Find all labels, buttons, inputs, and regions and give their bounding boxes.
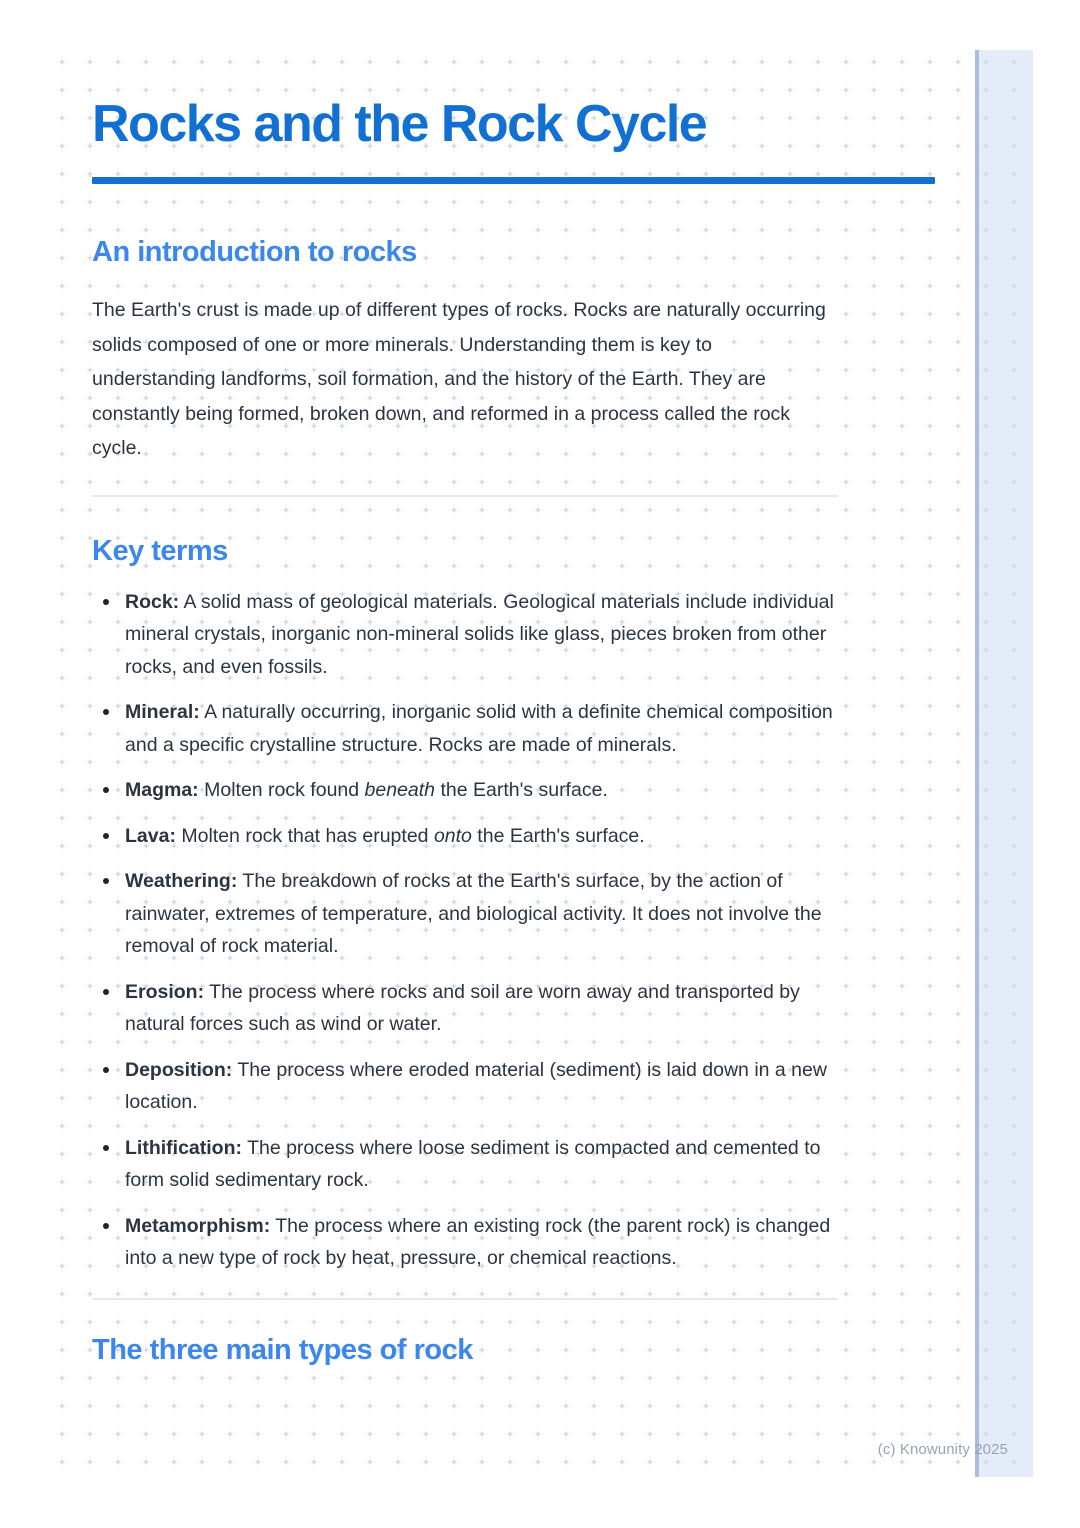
key-term-name: Weathering: — [125, 870, 238, 893]
note-content — [92, 0, 840, 1367]
key-term-item — [92, 976, 840, 1041]
key-term-definition: A naturally occurring, inorganic solid with a definite chemical composition and a specific crystalline structure. Rocks are made of minerals. — [125, 701, 833, 756]
key-term-name: Magma: — [125, 779, 199, 802]
key-term-definition: A solid mass of geological materials. Geological materials include individual mineral crystals, inorganic non-mineral solids like glass, pieces broken from other rocks, and even fossils. — [125, 590, 834, 678]
margin-line-vertical — [975, 50, 979, 1477]
key-term-item — [92, 586, 840, 684]
key-term-definition: the Earth's surface. — [435, 779, 608, 802]
key-term-item — [92, 820, 840, 853]
intro-paragraph: The Earth's crust is made up of different types of rocks. Rocks are naturally occurring solids composed of one or more minerals. Understanding them is key to understanding landforms, soil formation, and the history of the Earth. They are constantly being formed, broken down, and reformed in a process called the rock cycle. — [92, 299, 826, 460]
section-divider-2 — [92, 1298, 838, 1300]
section-heading-rock-types: The three main types of rock — [92, 1333, 473, 1366]
key-term-item — [92, 1132, 840, 1197]
key-term-definition: The process where loose sediment is compacted and cemented to form solid sedimentary rock. — [125, 1136, 821, 1192]
margin-band — [975, 50, 1033, 1477]
key-term-item — [92, 696, 840, 761]
key-term-definition: the Earth's surface. — [471, 824, 645, 847]
key-term-name: Rock: — [125, 590, 180, 613]
key-term-item — [92, 865, 840, 963]
section-heading-key-terms: Key terms — [92, 534, 228, 567]
section-divider-1 — [92, 495, 838, 497]
key-term-definition-italic: beneath — [364, 779, 436, 802]
key-term-name: Lithification: — [125, 1136, 242, 1159]
key-term-name: Mineral: — [125, 701, 200, 724]
key-term-definition: Molten rock that has erupted — [181, 824, 434, 847]
key-term-item — [92, 1054, 840, 1119]
title-underline — [92, 177, 935, 184]
key-term-item — [92, 774, 840, 807]
key-term-definition: Molten rock found — [204, 779, 365, 802]
section-heading-introduction: An introduction to rocks — [92, 236, 417, 269]
page-title: Rocks and the Rock Cycle — [92, 95, 707, 153]
key-term-name: Erosion: — [125, 980, 205, 1003]
key-term-name: Metamorphism: — [125, 1214, 271, 1237]
key-term-definition: The breakdown of rocks at the Earth's surface, by the action of rainwater, extremes of temperature, and biological activity. It does not involve the removal of rock material. — [125, 870, 822, 958]
key-terms-list — [92, 586, 840, 1275]
key-term-definition: The process where eroded material (sediment) is laid down in a new location. — [125, 1058, 827, 1114]
key-term-name: Deposition: — [125, 1058, 233, 1081]
key-term-item — [92, 1210, 840, 1275]
key-term-definition: The process where rocks and soil are worn away and transported by natural forces such as wind or water. — [125, 980, 800, 1036]
key-term-definition: The process where an existing rock (the parent rock) is changed into a new type of rock by heat, pressure, or chemical reactions. — [125, 1214, 831, 1270]
key-term-name: Lava: — [125, 824, 176, 847]
key-term-definition-italic: onto — [433, 824, 472, 847]
copyright-footer: (c) Knowunity 2025 — [877, 1441, 1008, 1458]
